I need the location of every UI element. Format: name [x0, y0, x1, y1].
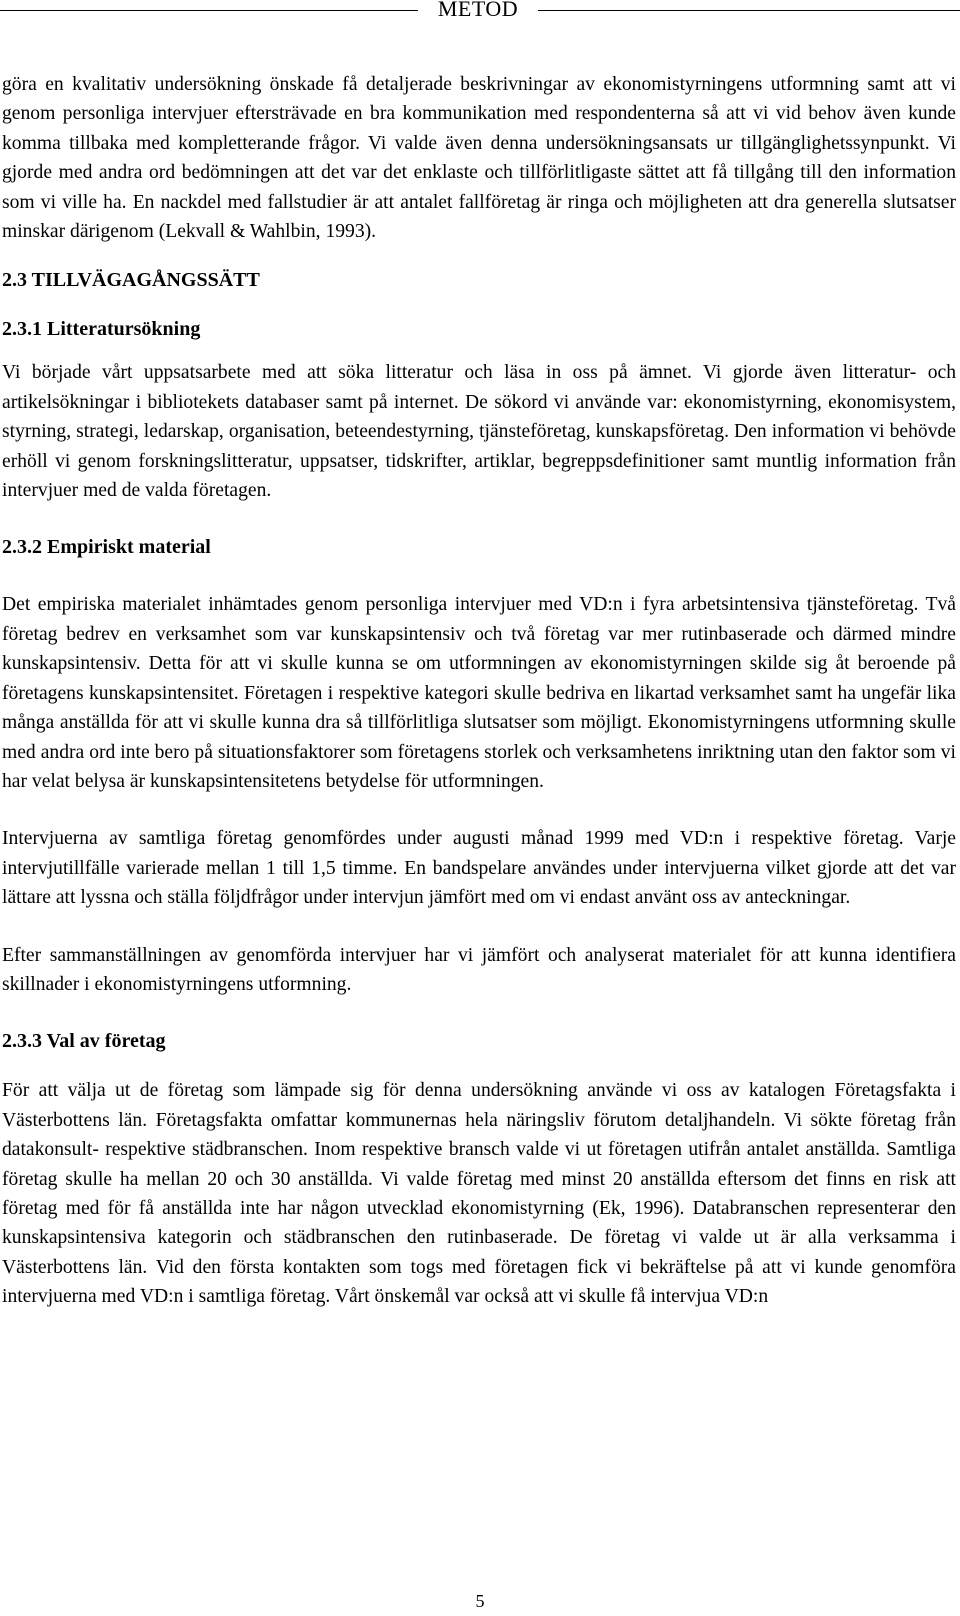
company-selection-paragraph: För att välja ut de företag som lämpade sig för denna undersökning använde vi oss av katalogen Företagsfakta i Västerbottens län. Företagsfakta omfattar kommunernas hela näringsliv förutom detaljhandeln. Vi sökte företag från datakonsult- respektive städbranschen. Inom respektive bransch valde vi ut företagen utifrån antalet anställda. Samtliga företag skulle ha mellan 20 och 30 anställda. Vi valde företag med minst 20 anställda eftersom det finns en risk att företag med för få anställda inte har någon utvecklad ekonomistyrning (Ek, 1996). Databranschen representerar den kunskapsintensiva kategorin och städbranschen den rutinbaserade. De företag vi valde ut är alla verksamma i Västerbottens län. Vid den första kontakten som togs med företagen fick vi bekräftelse på att vi kunde genomföra intervjuerna med VD:n i samtliga företag. Vårt önskemål var också att vi skulle få intervjua VD:n — [2, 1080, 956, 1308]
subsection-heading-2-3-2: 2.3.2 Empiriskt material — [2, 536, 211, 559]
header-rule-right — [538, 10, 960, 11]
literature-paragraph: Vi började vårt uppsatsarbete med att söka litteratur och läsa in oss på ämnet. Vi gjorde även litteratur- och artikelsökningar i bibliotekets databaser samt på internet. De sökord vi använde var: ekonomistyrning, ekonomisystem, styrning, strategi, ledarskap, organisation, beteendestyrning, tjänsteföretag, kunskapsföretag. Den information vi behövde erhöll vi genom forskningslitteratur, uppsatser, tidskrifter, artiklar, begreppsdefinitioner samt muntlig information från intervjuer med de valda företagen. — [2, 362, 956, 502]
header-rule-left — [0, 10, 418, 11]
empirical-paragraph-2: Intervjuerna av samtliga företag genomfördes under augusti månad 1999 med VD:n i respektive företag. Varje intervjutillfälle varierade mellan 1 till 1,5 timme. En bandspelare användes under intervjuerna vilket gjorde att det var lättare att lyssna och ställa följdfrågor under intervjun jämfört med om vi endast använt oss av anteckningar. — [2, 828, 956, 909]
subsection-heading-2-3-3: 2.3.3 Val av företag — [2, 1030, 166, 1053]
empirical-paragraph-3: Efter sammanställningen av genomförda intervjuer har vi jämfört och analyserat materialet för att kunna identifiera skillnader i ekonomistyrningens utformning. — [2, 944, 956, 995]
page-number: 5 — [475, 1591, 485, 1611]
header-title: METOD — [437, 0, 519, 21]
document-body — [2, 70, 956, 1312]
empirical-paragraph-1: Det empiriska materialet inhämtades genom personliga intervjuer med VD:n i fyra arbetsintensiva tjänsteföretag. Två företag bedrev en verksamhet som var kunskapsintensiv och två företag var mer rutinbaserade och därmed mindre kunskapsintensiv. Detta för att vi skulle kunna se om utformningen av ekonomistyrningen skilde sig åt beroende på företagens kunskapsintensitet. Företagen i respektive kategori skulle bedriva en likartad verksamhet samt ha ungefär lika många anställda för att vi skulle kunna dra så tillförlitliga slutsatser som möjligt. Ekonomistyrningens utformning skulle med andra ord inte bero på situationsfaktorer som företagens storlek och verksamhetens inriktning utan den faktor som vi har velat belysa är kunskapsintensitetens betydelse för utformningen. — [2, 594, 956, 792]
section-heading-2-3: 2.3 TILLVÄGAGÅNGSSÄTT — [2, 269, 260, 292]
subsection-heading-2-3-1: 2.3.1 Litteratursökning — [2, 318, 201, 341]
page-header — [0, 0, 960, 22]
intro-paragraph: göra en kvalitativ undersökning önskade få detaljerade beskrivningar av ekonomistyrningens utformning samt att vi genom personliga intervjuer eftersträvade en bra kommunikation med respondenterna så att vi vid behov även kunde komma tillbaka med kompletterande frågor. Vi valde även denna undersökningsansats ur tillgänglighetssynpunkt. Vi gjorde med andra ord bedömningen att det var det enklaste och tillförlitligaste sättet att få tillgång till den information som vi ville ha. En nackdel med fallstudier är att antalet fallföretag är ringa och möjligheten att dra generella slutsatser minskar därigenom (Lekvall & Wahlbin, 1993). — [2, 74, 956, 243]
